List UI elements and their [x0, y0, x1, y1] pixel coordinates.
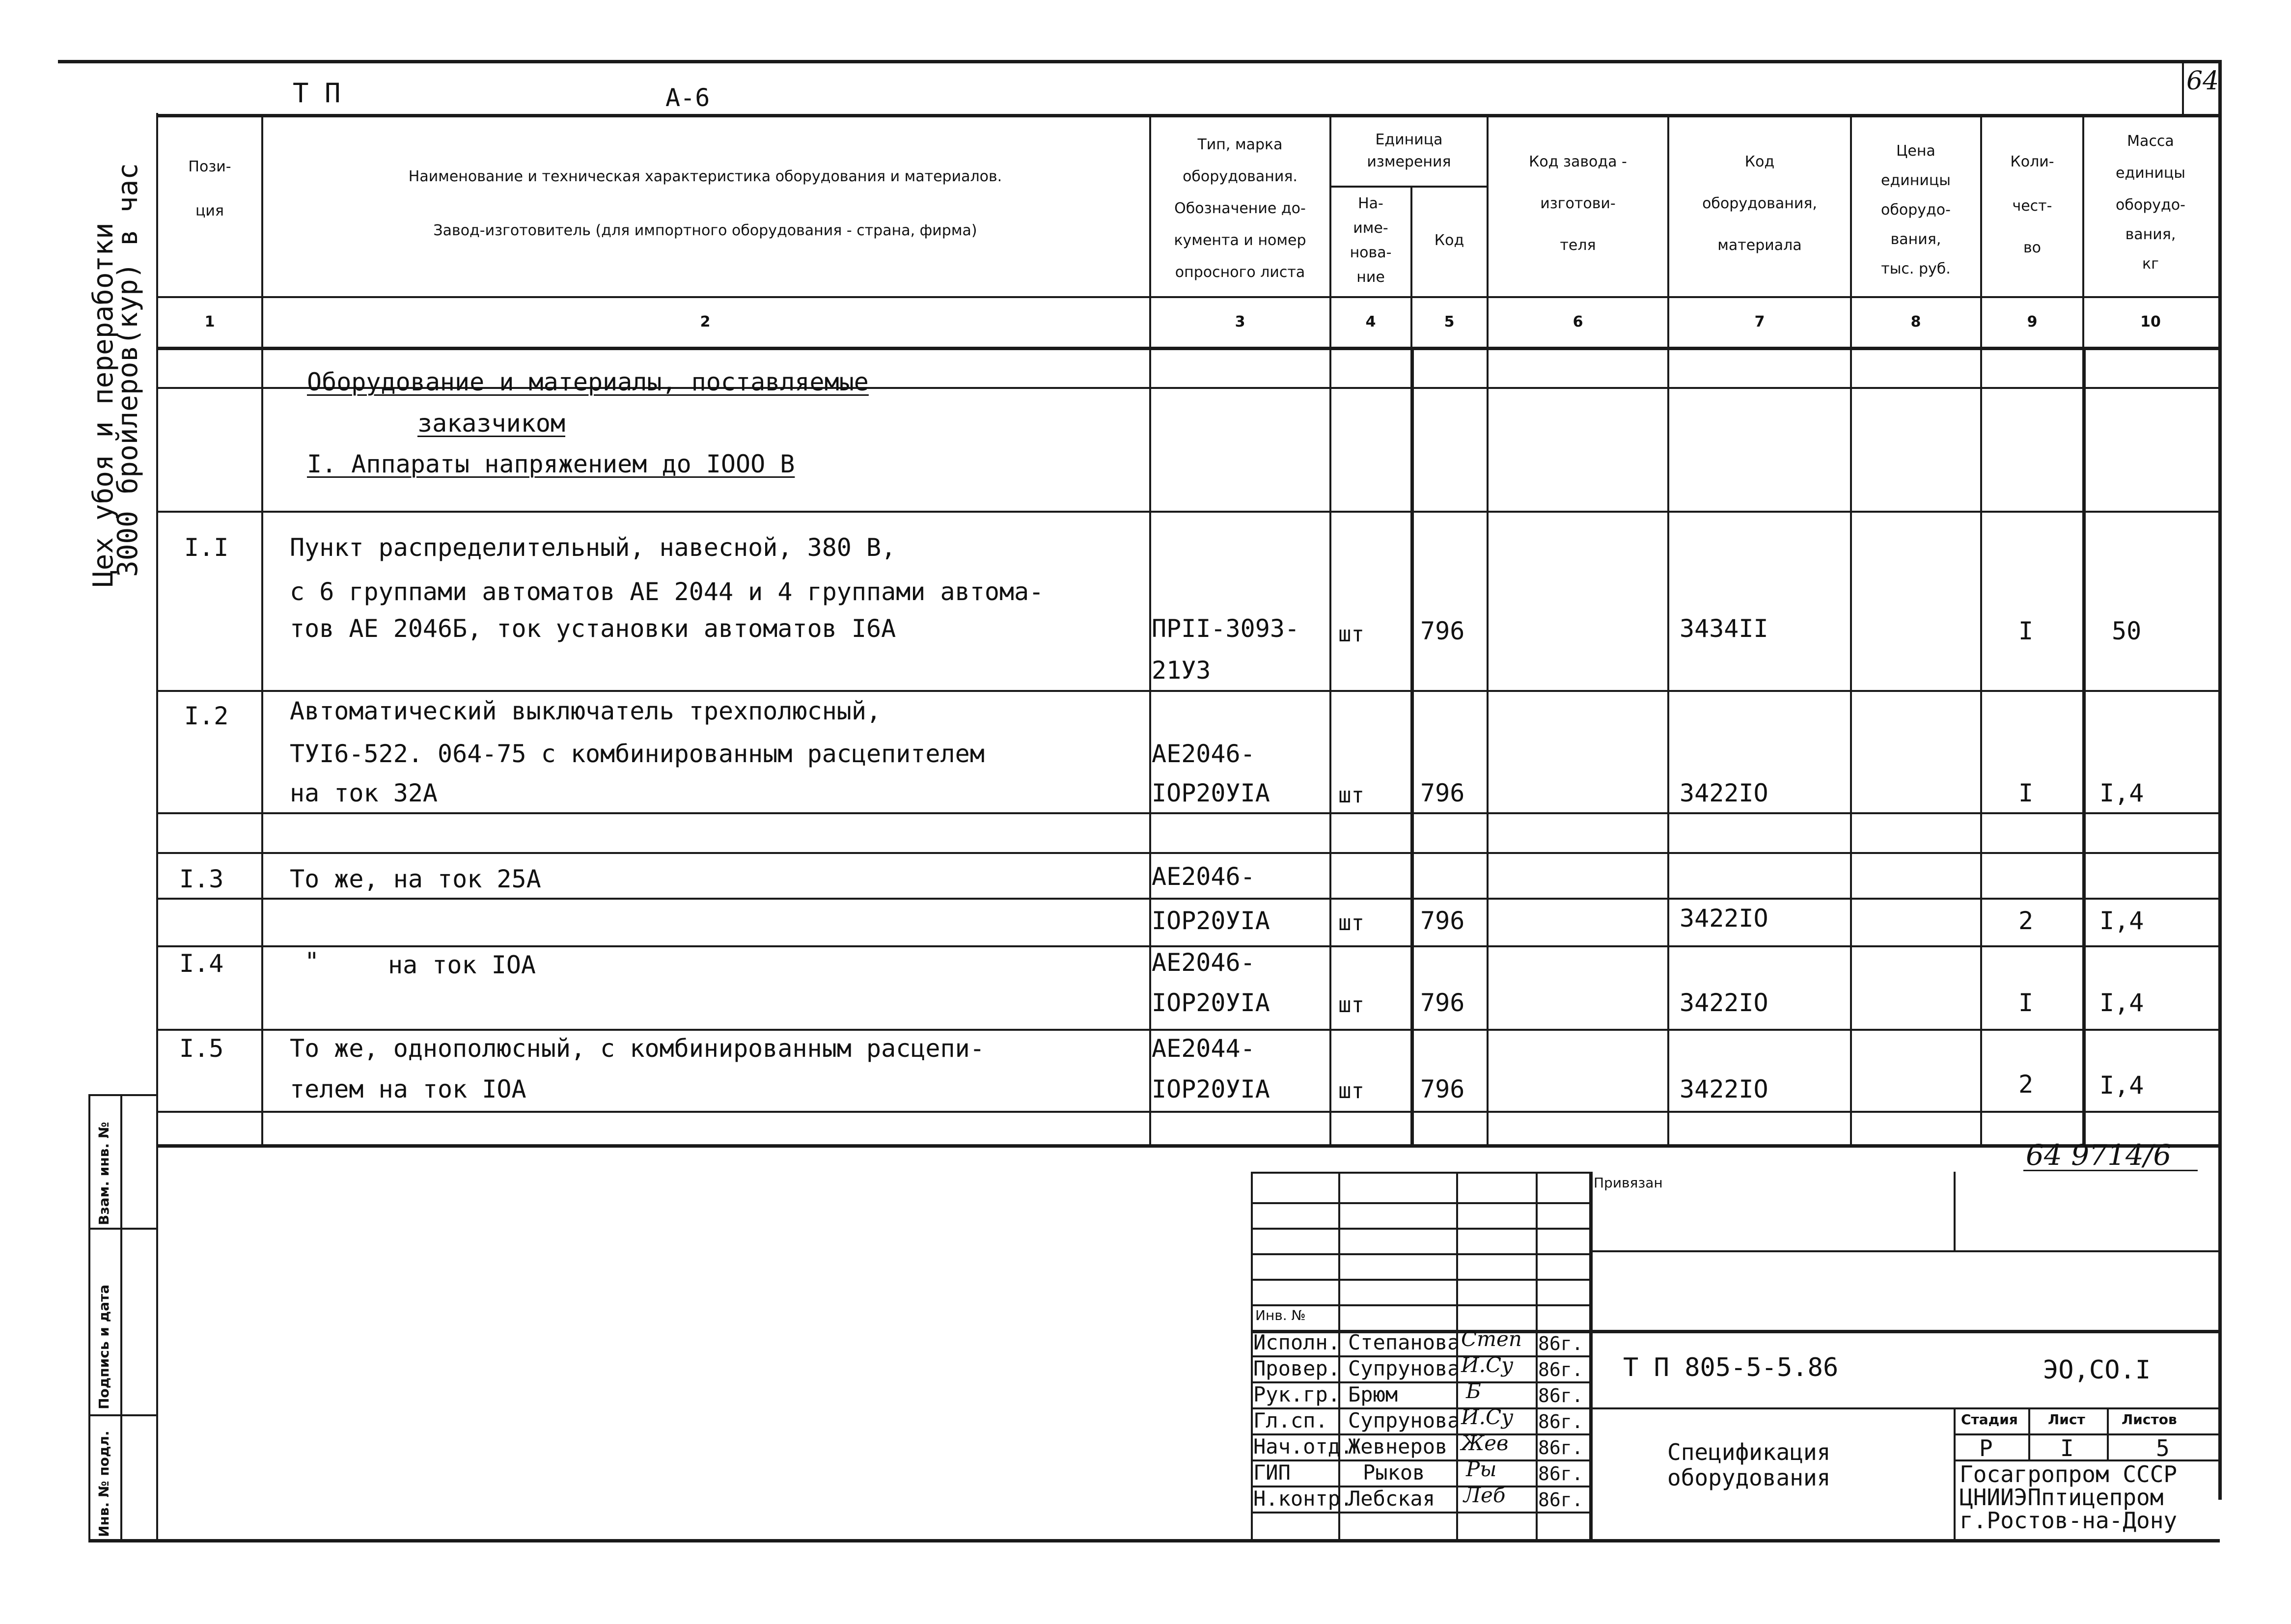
- col3-header-4: кумента и номер: [1174, 232, 1306, 249]
- col-line-8: [1980, 114, 1982, 1144]
- r1-qty: I: [2018, 617, 2034, 645]
- col6-header-1: Код завода -: [1529, 153, 1627, 170]
- col-number: 8: [1910, 313, 1921, 330]
- frame-bottom-left: [88, 1539, 157, 1541]
- tb-person-name: Супрунова: [1348, 1356, 1460, 1380]
- col-number: 7: [1754, 313, 1765, 330]
- tb-right-row-1: [1589, 1330, 2219, 1333]
- r1-desc-1: Пункт распределительный, навесной, 380 В,: [290, 533, 896, 562]
- r4-desc-1: на ток IOA: [388, 951, 536, 979]
- col-number: 2: [700, 313, 711, 330]
- tb-stage: Р: [1979, 1435, 1993, 1461]
- tb-person-name: Супрунова: [1348, 1408, 1460, 1432]
- r2-mass: I,4: [2099, 779, 2144, 807]
- col10-header-1: Масса: [2127, 133, 2174, 150]
- row-line: [156, 852, 2219, 854]
- tb-doc-name-2: оборудования: [1667, 1464, 1831, 1491]
- side-title-2: 3000 бройлеров(кур) в час: [112, 163, 144, 577]
- r5-qty: 2: [2018, 1070, 2034, 1099]
- col1-header-2: ция: [195, 202, 224, 220]
- tb-stage-label: Стадия: [1961, 1411, 2018, 1428]
- r1-desc-2: с 6 группами автоматов АЕ 2044 и 4 группами автома-: [290, 578, 1044, 606]
- col10-header-2: единицы: [2116, 165, 2185, 182]
- tb-role: Провер.: [1253, 1356, 1341, 1380]
- tb-role: Н.контр.: [1253, 1486, 1353, 1511]
- r2-eqcode: 3422IO: [1680, 779, 1768, 807]
- table-top-line: [156, 114, 2219, 117]
- row-line: [156, 812, 2219, 814]
- r2-qty: I: [2018, 779, 2034, 807]
- r3-code: 796: [1420, 907, 1465, 935]
- r2-type-2: IOP20УIA: [1152, 779, 1270, 807]
- col-number: 3: [1235, 313, 1245, 330]
- tb-privyazan: Привязан: [1594, 1175, 1663, 1191]
- r2-desc-2: ТУI6-522. 064-75 с комбинированным расцепителем: [290, 740, 985, 768]
- r3-type-2: IOP20УIA: [1152, 907, 1270, 935]
- col-number: 4: [1365, 313, 1376, 330]
- r2-pos: I.2: [184, 702, 229, 730]
- r5-desc-1: То же, однополюсный, с комбинированным расцепи-: [290, 1034, 985, 1063]
- col8-header-3: оборудо-: [1881, 201, 1951, 219]
- tb-signature: И.Су: [1461, 1353, 1514, 1377]
- tb-signature: Жев: [1461, 1431, 1509, 1455]
- r1-unit: шт: [1338, 622, 1364, 647]
- r4-qty: I: [2018, 989, 2034, 1017]
- col6-header-2: изготови-: [1540, 195, 1616, 212]
- col4-header-3: нова-: [1350, 244, 1392, 261]
- left-stamp-vzam: Взам. инв. №: [96, 1122, 112, 1225]
- left-stamp-podpis: Подпись и дата: [96, 1284, 112, 1409]
- tb-year: 86г.: [1538, 1437, 1583, 1459]
- col9-header-3: во: [2023, 239, 2042, 256]
- r5-unit: шт: [1338, 1078, 1364, 1103]
- col1-header-1: Пози-: [188, 158, 231, 175]
- col-number: 9: [2027, 313, 2038, 330]
- r1-type-1: ПРII-3093-: [1152, 614, 1300, 643]
- col10-header-5: кг: [2142, 255, 2159, 273]
- tb-person-name: Лебская: [1348, 1486, 1435, 1511]
- r5-mass: I,4: [2099, 1071, 2144, 1100]
- col7-header-1: Код: [1744, 153, 1775, 170]
- row-line: [156, 1029, 2219, 1031]
- r3-desc-1: То же, на ток 25А: [290, 865, 541, 893]
- tb-signature: Леб: [1463, 1483, 1506, 1507]
- r1-eqcode: 3434II: [1680, 614, 1768, 643]
- tb-year: 86г.: [1538, 1385, 1583, 1406]
- tb-row: [1251, 1228, 1590, 1230]
- r5-code: 796: [1420, 1075, 1465, 1103]
- col-number: 6: [1573, 313, 1583, 330]
- col6-header-3: теля: [1560, 237, 1596, 254]
- tb-top: [1251, 1172, 1590, 1174]
- tb-doc-code: Т П 805-5-5.86: [1623, 1353, 1839, 1382]
- left-strip-div-1: [88, 1228, 157, 1230]
- table-bottom-line: [156, 1144, 2219, 1148]
- col7-header-2: оборудования,: [1702, 195, 1817, 212]
- col10-header-4: вания,: [2125, 226, 2176, 243]
- col-number: 1: [204, 313, 215, 330]
- r1-desc-3: тов АЕ 2046Б, ток установки автоматов I6А: [290, 614, 896, 643]
- col8-header-4: вания,: [1890, 231, 1941, 248]
- page-number: 64: [2186, 66, 2219, 96]
- tb-signature: Ры: [1466, 1457, 1497, 1481]
- tb-person-name: Жевнеров: [1348, 1434, 1448, 1459]
- col3-header-5: опросного листа: [1175, 264, 1305, 281]
- r1-type-2: 21У3: [1152, 656, 1211, 685]
- tb-role: Исполн.: [1253, 1330, 1341, 1354]
- tb-signature: Степ: [1461, 1327, 1522, 1351]
- r1-code: 796: [1420, 617, 1465, 645]
- left-strip-top: [88, 1094, 157, 1096]
- r5-type-1: АЕ2044-: [1152, 1034, 1255, 1063]
- r3-qty: 2: [2018, 907, 2034, 935]
- r4-type-2: IOP20УIA: [1152, 989, 1270, 1017]
- tb-year: 86г.: [1538, 1333, 1583, 1354]
- col3-header-1: Тип, марка: [1197, 136, 1283, 153]
- col4-header-4: ние: [1356, 269, 1385, 286]
- tb-sheets: 5: [2156, 1435, 2170, 1461]
- box-right: [2082, 347, 2086, 1144]
- tb-org-2: ЦНИИЭПптицепром: [1960, 1484, 2164, 1511]
- col7-header-3: материала: [1717, 237, 1802, 254]
- side-title-1: Цех убоя и переработки: [87, 222, 119, 587]
- row-line: [156, 945, 2219, 947]
- col-number: 10: [2140, 313, 2161, 330]
- numbers-bottom-line: [156, 347, 2219, 350]
- row-line: [156, 1111, 2219, 1113]
- r5-desc-2: телем на ток IOA: [290, 1075, 526, 1103]
- tb-stage-left: [1954, 1407, 1956, 1541]
- tb-mark: ЭО,СО.I: [2043, 1355, 2151, 1385]
- header-bottom-line: [156, 296, 2219, 298]
- tb-role: Гл.сп.: [1253, 1408, 1328, 1432]
- tb-stage-row: [1954, 1433, 2219, 1435]
- col9-header-1: Коли-: [2010, 153, 2054, 170]
- r5-type-2: IOP20УIA: [1152, 1075, 1270, 1103]
- r3-mass: I,4: [2099, 907, 2144, 935]
- tb-signature: Б: [1466, 1379, 1481, 1403]
- col3-header-2: оборудования.: [1183, 168, 1297, 185]
- r4-pos: I.4: [179, 949, 224, 978]
- col-number: 5: [1444, 313, 1455, 330]
- col-line-5: [1487, 114, 1489, 1144]
- col10-header-3: оборудо-: [2116, 196, 2185, 214]
- header-tp: Т П: [293, 78, 341, 109]
- r4-code: 796: [1420, 989, 1465, 1017]
- r1-pos: I.I: [184, 533, 229, 562]
- col8-header-2: единицы: [1881, 172, 1951, 189]
- r5-eqcode: 3422IO: [1680, 1075, 1768, 1103]
- col8-header-1: Цена: [1896, 142, 1935, 160]
- r1-mass: 50: [2112, 617, 2142, 645]
- r2-unit: шт: [1338, 783, 1364, 808]
- tb-stage-div-2: [2107, 1407, 2109, 1459]
- tb-role: ГИП: [1253, 1460, 1291, 1485]
- header-sheet-code: А-6: [665, 83, 710, 112]
- tb-person-name: Брюм: [1348, 1382, 1398, 1406]
- tb-row: [1251, 1304, 1590, 1306]
- r2-desc-3: на ток 32А: [290, 779, 438, 807]
- col5-header: Код: [1434, 232, 1464, 249]
- box-left: [1410, 347, 1414, 1144]
- tb-year: 86г.: [1538, 1359, 1583, 1380]
- r4-type-1: АЕ2046-: [1152, 948, 1255, 977]
- tb-year: 86г.: [1538, 1489, 1583, 1511]
- tb-year: 86г.: [1538, 1463, 1583, 1485]
- tb-signature: И.Су: [1461, 1405, 1514, 1429]
- tb-person-name: Рыков: [1363, 1460, 1425, 1485]
- row-line: [156, 511, 2219, 513]
- r3-unit: шт: [1338, 910, 1364, 936]
- tb-privyaz-div: [1954, 1172, 1956, 1250]
- frame-top: [58, 60, 2222, 63]
- section-title-2: заказчиком: [417, 409, 566, 438]
- col3-header-3: Обозначение до-: [1174, 200, 1306, 217]
- stamp-ref-underline: [2023, 1170, 2198, 1171]
- left-strip-mid: [120, 1094, 122, 1541]
- tb-privyaz-bottom: [1589, 1250, 2219, 1252]
- row-line: [156, 690, 2219, 692]
- r4-unit: шт: [1338, 992, 1364, 1018]
- tb-row: [1251, 1202, 1590, 1204]
- tb-row: [1251, 1279, 1590, 1281]
- col9-header-2: чест-: [2012, 197, 2052, 215]
- col45-header-1: Единица: [1375, 131, 1443, 148]
- r2-code: 796: [1420, 779, 1465, 807]
- col2-header-1: Наименование и техническая характеристика оборудования и материалов.: [408, 168, 1002, 185]
- tb-org-1: Госагропром СССР: [1960, 1461, 2178, 1487]
- tb-stage-div-1: [2028, 1407, 2030, 1459]
- r3-eqcode: 3422IO: [1680, 904, 1768, 933]
- col4-header-1: На-: [1358, 195, 1383, 212]
- tb-inv-no: Инв. №: [1255, 1307, 1306, 1323]
- stamp-ref: 64 9714/6: [2026, 1138, 2172, 1172]
- col-line-1: [261, 114, 263, 1144]
- r2-desc-1: Автоматический выключатель трехполюсный,: [290, 697, 882, 725]
- tb-person-name: Степанова: [1348, 1330, 1460, 1354]
- r4-mass: I,4: [2099, 989, 2144, 1017]
- r4-ditto: ": [304, 947, 320, 976]
- page-box-left: [2182, 60, 2184, 116]
- left-stamp-inv-podl: Инв. № подл.: [96, 1431, 112, 1537]
- r4-eqcode: 3422IO: [1680, 989, 1768, 1017]
- col-line-6: [1667, 114, 1669, 1144]
- left-strip-left: [88, 1094, 90, 1541]
- col4-header-2: име-: [1353, 220, 1388, 237]
- col8-header-5: тыс. руб.: [1881, 260, 1951, 277]
- frame-right: [2218, 60, 2222, 1500]
- section-title-1: Оборудование и материалы, поставляемые: [307, 368, 869, 396]
- r3-pos: I.3: [179, 865, 224, 893]
- tb-role: Нач.отд.: [1253, 1434, 1353, 1459]
- tb-role: Рук.гр.: [1253, 1382, 1341, 1406]
- tb-right-row-2: [1589, 1407, 2219, 1409]
- tb-sheet: I: [2060, 1435, 2074, 1461]
- col45-header-2: измерения: [1367, 153, 1451, 170]
- r5-pos: I.5: [179, 1034, 224, 1063]
- tb-year: 86г.: [1538, 1411, 1583, 1432]
- r2-type-1: АЕ2046-: [1152, 740, 1255, 768]
- tb-doc-name-1: Спецификация: [1667, 1439, 1831, 1465]
- col2-header-2: Завод-изготовитель (для импортного оборудования - страна, фирма): [433, 222, 977, 239]
- tb-sheets-label: Листов: [2122, 1411, 2177, 1428]
- tb-row: [1251, 1253, 1590, 1255]
- r3-type-1: АЕ2046-: [1152, 862, 1255, 891]
- section-subtitle: I. Аппараты напряжением до IOOO В: [307, 450, 795, 478]
- frame-bottom: [88, 1539, 2220, 1542]
- tb-org-3: г.Ростов-на-Дону: [1960, 1507, 2178, 1534]
- row-line: [156, 898, 2219, 900]
- left-strip-div-2: [88, 1414, 157, 1416]
- tb-sheet-label: Лист: [2048, 1411, 2085, 1428]
- unit-split-line: [1329, 186, 1487, 188]
- tb-div-4: [1589, 1172, 1593, 1541]
